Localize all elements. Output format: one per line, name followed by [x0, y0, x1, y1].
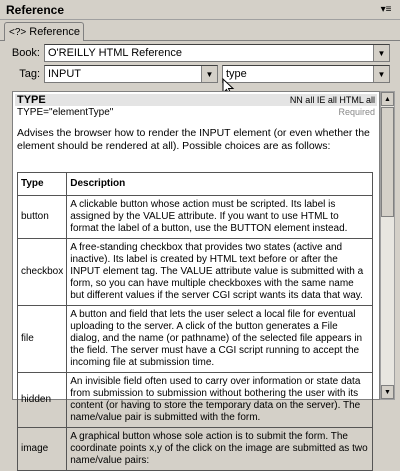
- reference-content: [12, 91, 380, 466]
- table-header-row: [18, 173, 373, 196]
- window-titlebar: [0, 0, 400, 20]
- table-row: [18, 196, 373, 239]
- attribute-name: TYPE: [17, 94, 46, 106]
- window-title: Reference: [6, 2, 65, 17]
- attribute-select[interactable]: [222, 65, 390, 83]
- options-arrow-icon[interactable]: ▾≡: [380, 4, 392, 15]
- reference-icon: <?>: [9, 26, 27, 38]
- tag-value: INPUT: [48, 68, 81, 80]
- description-cell: A clickable button whose action must be scripted. Its label is assigned by the VALUE attribute. If you want to use HTML to format the label of a button, use the BUTTON element instead.: [67, 196, 373, 239]
- type-cell: image: [18, 428, 67, 471]
- tag-select[interactable]: [44, 65, 218, 83]
- table-row: [18, 373, 373, 428]
- required-label: Required: [338, 107, 375, 117]
- scrollbar-thumb[interactable]: [381, 107, 394, 217]
- description-cell: A free-standing checkbox that provides two states (active and inactive). Its label is created by HTML text before or after the INPUT element tag. The VALUE attribute value is submitted with a form, so you can have multiple checkboxes with the same name but different values if the server CGI script wants its data that way.: [67, 239, 373, 306]
- description-cell: A button and field that lets the user select a local file for eventual uploading to the server. A click of the button generates a File dialog, and the name (or pathname) of the selected file appears in the field. The server must have a CGI script running to accept the incoming file at submission time.: [67, 306, 373, 373]
- table-row: [18, 239, 373, 306]
- type-cell: file: [18, 306, 67, 373]
- tab-reference-label: Reference: [29, 26, 81, 38]
- vertical-scrollbar[interactable]: [380, 91, 395, 400]
- tag-label: Tag:: [19, 68, 40, 80]
- attribute-value: type: [226, 68, 247, 80]
- tab-reference[interactable]: [4, 22, 84, 41]
- chevron-down-icon[interactable]: ▼: [201, 66, 217, 82]
- table-header-description: Description: [67, 173, 373, 196]
- description-cell: An invisible field often used to carry over information or state data from submission to submission without bothering the user with its content (or having to store the temporary data on the server). The name/value pair is submitted with the form.: [67, 373, 373, 428]
- book-select[interactable]: [44, 44, 390, 62]
- scroll-up-icon[interactable]: ▲: [381, 92, 394, 106]
- tab-strip: [0, 21, 400, 41]
- type-cell: checkbox: [18, 239, 67, 306]
- attribute-header: [15, 94, 377, 106]
- book-value: O'REILLY HTML Reference: [48, 47, 182, 59]
- type-cell: button: [18, 196, 67, 239]
- attribute-syntax-row: [15, 107, 377, 118]
- tag-row: [0, 64, 400, 84]
- browser-support: NN all IE all HTML all: [289, 95, 375, 105]
- description-cell: A graphical button whose sole action is to submit the form. The coordinate points x,y of the click on the image are submitted as two name/value pairs:: [67, 428, 373, 471]
- table-row: [18, 306, 373, 373]
- table-row: [18, 428, 373, 471]
- attribute-description: Advises the browser how to render the INPUT element (or even whether the element should be rendered at all). Possible choices are as follows:: [17, 127, 370, 152]
- scroll-down-icon[interactable]: ▼: [381, 385, 394, 399]
- type-values-table: [17, 172, 373, 471]
- chevron-down-icon[interactable]: ▼: [373, 66, 389, 82]
- table-header-type: Type: [18, 173, 67, 196]
- book-label: Book:: [11, 47, 40, 59]
- book-row: [0, 43, 400, 63]
- type-cell: hidden: [18, 373, 67, 428]
- attribute-syntax: TYPE="elementType": [17, 107, 114, 118]
- chevron-down-icon[interactable]: ▼: [373, 45, 389, 61]
